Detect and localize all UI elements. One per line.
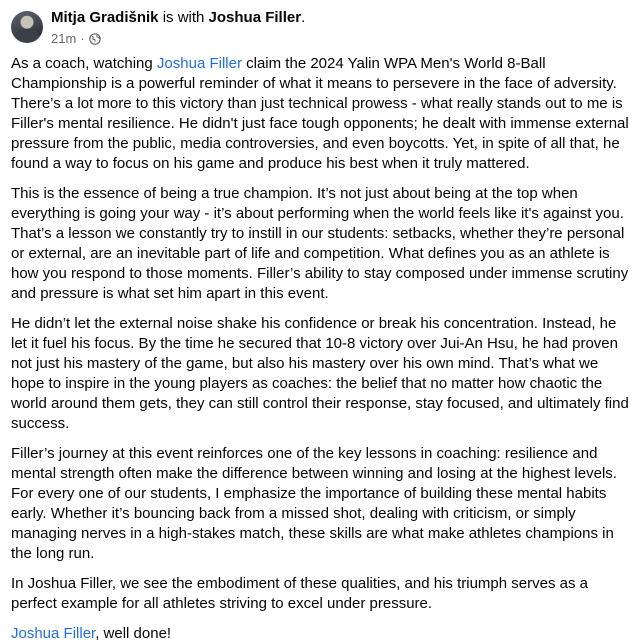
author-name[interactable]: Mitja Gradišnik [51,9,159,26]
mention-joshua-filler[interactable]: Joshua Filler [156,55,242,72]
post-paragraph-1 [11,54,632,174]
paragraph-6-text: , well done! [95,625,172,642]
post-paragraph-4: Filler’s journey at this event reinforces one of the key lessons in coaching: resilience and mental strength often make the difference between winning and losing at the highest levels. For every one of our students, I emphasize the importance of building these mental habits early. Whether it’s bouncing back from a missed shot, dealing with criticism, or simply managing nerves in a high-stakes match, these skills are what make athletes champions in the long run. [11,445,617,562]
with-text: is with [158,9,209,26]
paragraph-1-prefix: As a coach, watching [11,55,157,72]
author-avatar[interactable] [11,11,43,43]
tagged-suffix: . [301,9,306,26]
post-meta [51,9,305,47]
mention-joshua-filler-closing[interactable]: Joshua Filler [11,625,96,642]
post-paragraph-5: In Joshua Filler, we see the embodiment of these qualities, and his triumph serves as a perfect example for all athletes striving to excel under pressure. [11,575,588,612]
globe-icon[interactable] [89,33,101,45]
tagged-person[interactable]: Joshua Filler [208,9,302,26]
post-subline [51,31,305,47]
post-title-line [51,9,305,28]
post-header [11,0,632,54]
post-timestamp[interactable]: 21m [51,30,77,46]
post-paragraph-3: He didn’t let the external noise shake his confidence or break his concentration. Instead, he let it fuel his focus. By the time he secured that 10-8 victory over Jui-An Hsu, he had proven not just his mastery of the game, but also his mastery over his own mind. That’s what we hope to inspire in the young players as coaches: the belief that no matter how chaotic the world around them gets, they can still control their response, stay focused, and ultimately find success. [11,315,629,432]
post-paragraph-6 [11,624,632,644]
post-paragraph-2: This is the essence of being a true champion. It’s not just about being at the top when everything is going your way - it’s about performing when the world feels like it's against you. That’s a lesson we constantly try to instill in our students: setbacks, whether they’re personal or external, are an inevitable part of life and competition. What defines you as an athlete is how you respond to those moments. Filler’s ability to stay composed under immense scrutiny and pressure is what set him apart in this event. [11,185,629,302]
post-body [11,54,632,644]
paragraph-1-text: claim the 2024 Yalin WPA Men's World 8-Ball Championship is a powerful reminder of what it means to persevere in the face of adversity. There’s a lot more to this victory than just technical prowess - what really stands out to me is Filler's mental resilience. He didn't just face tough opponents; he dealt with immense external pressure from the public, media controversies, and even boycotts. Yet, in spite of all that, he found a way to focus on his game and produce his best when it truly mattered. [11,55,629,172]
separator-dot: · [80,30,85,46]
